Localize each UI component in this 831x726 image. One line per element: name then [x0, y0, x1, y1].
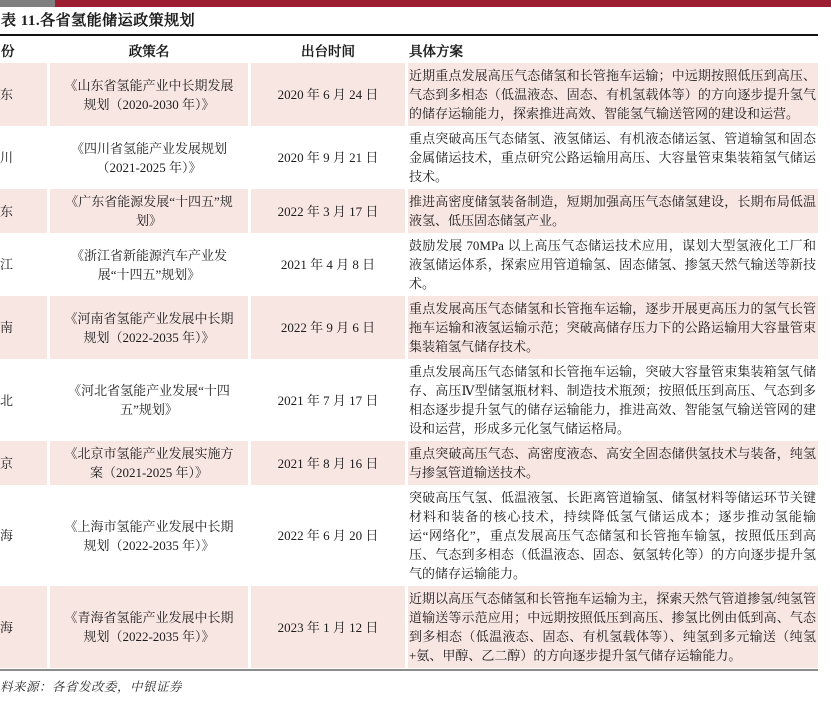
- policy-name-cell: 《浙江省新能源汽车产业发展“十四五”规划》: [70, 247, 227, 282]
- plan-detail-cell: 鼓励发展 70MPa 以上高压气态储运技术应用，谋划大型氢液化工厂和液氢储运体系，探索应用管道输氢、固态储氢、掺氢天然气输送等新技术。: [409, 238, 816, 291]
- table-title: 表 11.各省氢能储运政策规划: [0, 7, 818, 36]
- publish-date-cell: 2020 年 6 月 24 日: [251, 63, 405, 126]
- table-row: [0, 63, 818, 126]
- header-plan-detail: 具体方案: [409, 44, 463, 59]
- publish-date-cell: 2022 年 9 月 6 日: [251, 296, 405, 359]
- province-cell: 东: [0, 189, 47, 233]
- publish-date-cell: 2021 年 8 月 16 日: [251, 441, 405, 485]
- publish-date-cell: 2022 年 3 月 17 日: [251, 189, 405, 233]
- source-note: 料来源：各省发改委，中银证券: [0, 680, 183, 694]
- plan-detail-cell: 近期重点发展高压气态储氢和长管拖车运输；中远期按照低压到高压、气态到多相态（低温液态、固态、有机氢载体等）的方向逐步提升氢气的储存运输能力，探索推进高效、智能氢气输送管网的建设和运营。: [408, 63, 818, 126]
- plan-detail-cell: 重点突破高压气态、高密度液态、高安全固态储供氢技术与装备，纯氢与掺氢管道输送技术。: [408, 441, 818, 485]
- plan-detail-cell: 重点发展高压气态储氢和长管拖车运输，突破大容量管束集装箱氢气储存、高压Ⅳ型储氢瓶材料、制造技术瓶颈；按照低压到高压、气态到多相态逐步提升氢气的储存运输能力，推进高效、智能氢气输送管网的建设和运营，形成多元化氢气储运格局。: [409, 364, 816, 436]
- province-cell: 江: [0, 257, 14, 272]
- table-row: [0, 485, 818, 586]
- publish-date-cell: 2022 年 6 月 20 日: [277, 528, 379, 543]
- header-policy-name: 政策名: [128, 44, 170, 59]
- publish-date-cell: 2021 年 4 月 8 日: [280, 257, 376, 272]
- publish-date-cell: 2020 年 9 月 21 日: [277, 150, 379, 165]
- province-cell: 海: [0, 528, 14, 543]
- province-cell: 北: [0, 392, 14, 408]
- table-header-row: [0, 36, 818, 63]
- policy-name-cell: 《河南省氢能产业发展中长期规划（2022-2035 年）》: [50, 296, 248, 359]
- accent-bar: [0, 0, 831, 7]
- province-cell: 海: [0, 586, 47, 668]
- policy-name-cell: 《广东省能源发展“十四五”规划》: [50, 189, 248, 233]
- plan-detail-cell: 推进高密度储氢装备制造，短期加强高压气态储氢建设，长期布局低温液氢、低压固态储氢产业。: [408, 189, 818, 233]
- accent-bar-gray-segment: [0, 0, 55, 7]
- table-row: [0, 586, 818, 668]
- table-row: [0, 126, 818, 189]
- plan-detail-cell: 突破高压气氢、低温液氢、长距离管道输氢、储氢材料等储运环节关键材料和装备的核心技术，持续降低氢气储运成本；逐步推动氢能输运“网络化”，重点发展高压气态储氢和长管拖车输氢，按照低压到高压、气态到多相态（低温液态、固态、氨氢转化等）的方向逐步提升氢气的储存运输能力。: [409, 490, 816, 581]
- policy-name-cell: 《北京市氢能产业发展实施方案（2021-2025 年）》: [50, 441, 248, 485]
- policy-name-cell: 《河北省氢能产业发展“十四五”规划》: [68, 383, 230, 417]
- plan-detail-cell: 重点发展高压气态储氢和长管拖车运输，逐步开展更高压力的氢气长管拖车运输和液氢运输示范；突破高储存压力下的公路运输用大容量管束集装箱氢气储存技术。: [408, 296, 818, 359]
- plan-detail-cell: 近期以高压气态储氢和长管拖车运输为主，探索天然气管道掺氢/纯氢管道输送等示范应用；中远期按照低压到高压、掺氢比例由低到高、气态到多相态（低温液态、固态、有机氢载体等）、纯氢到多元输送（纯氢+氨、甲醇、乙二醇）的方向逐步提升氢气储存运输能力。: [408, 586, 818, 668]
- publish-date-cell: 2021 年 7 月 17 日: [277, 392, 379, 408]
- province-cell: 南: [0, 296, 47, 359]
- policy-name-cell: 《青海省氢能产业发展中长期规划（2022-2035 年）》: [50, 586, 248, 668]
- accent-bar-red-segment: [55, 0, 831, 7]
- province-cell: 东: [0, 63, 47, 126]
- policy-table: [0, 36, 818, 668]
- table-row: [0, 359, 818, 441]
- header-province: 份: [1, 44, 15, 59]
- publish-date-cell: 2023 年 1 月 12 日: [251, 586, 405, 668]
- header-publish-date: 出台时间: [301, 44, 355, 59]
- policy-name-cell: 《四川省氢能产业发展规划（2021-2025 年）》: [70, 140, 227, 175]
- table-body: [0, 63, 818, 668]
- policy-name-cell: 《山东省氢能产业中长期发展规划（2020-2030 年）》: [50, 63, 248, 126]
- plan-detail-cell: 重点突破高压气态储氢、液氢储运、有机液态储运氢、管道输氢和固态金属储运技术，重点研究公路运输用高压、大容量管束集装箱氢气储运技术。: [409, 131, 816, 184]
- province-cell: 京: [0, 441, 47, 485]
- table-row: [0, 233, 818, 296]
- table-row: [0, 189, 818, 233]
- table-row: [0, 441, 818, 485]
- province-cell: 川: [0, 150, 14, 165]
- table-row: [0, 296, 818, 359]
- policy-name-cell: 《上海市氢能产业发展中长期规划（2022-2035 年）》: [64, 518, 234, 553]
